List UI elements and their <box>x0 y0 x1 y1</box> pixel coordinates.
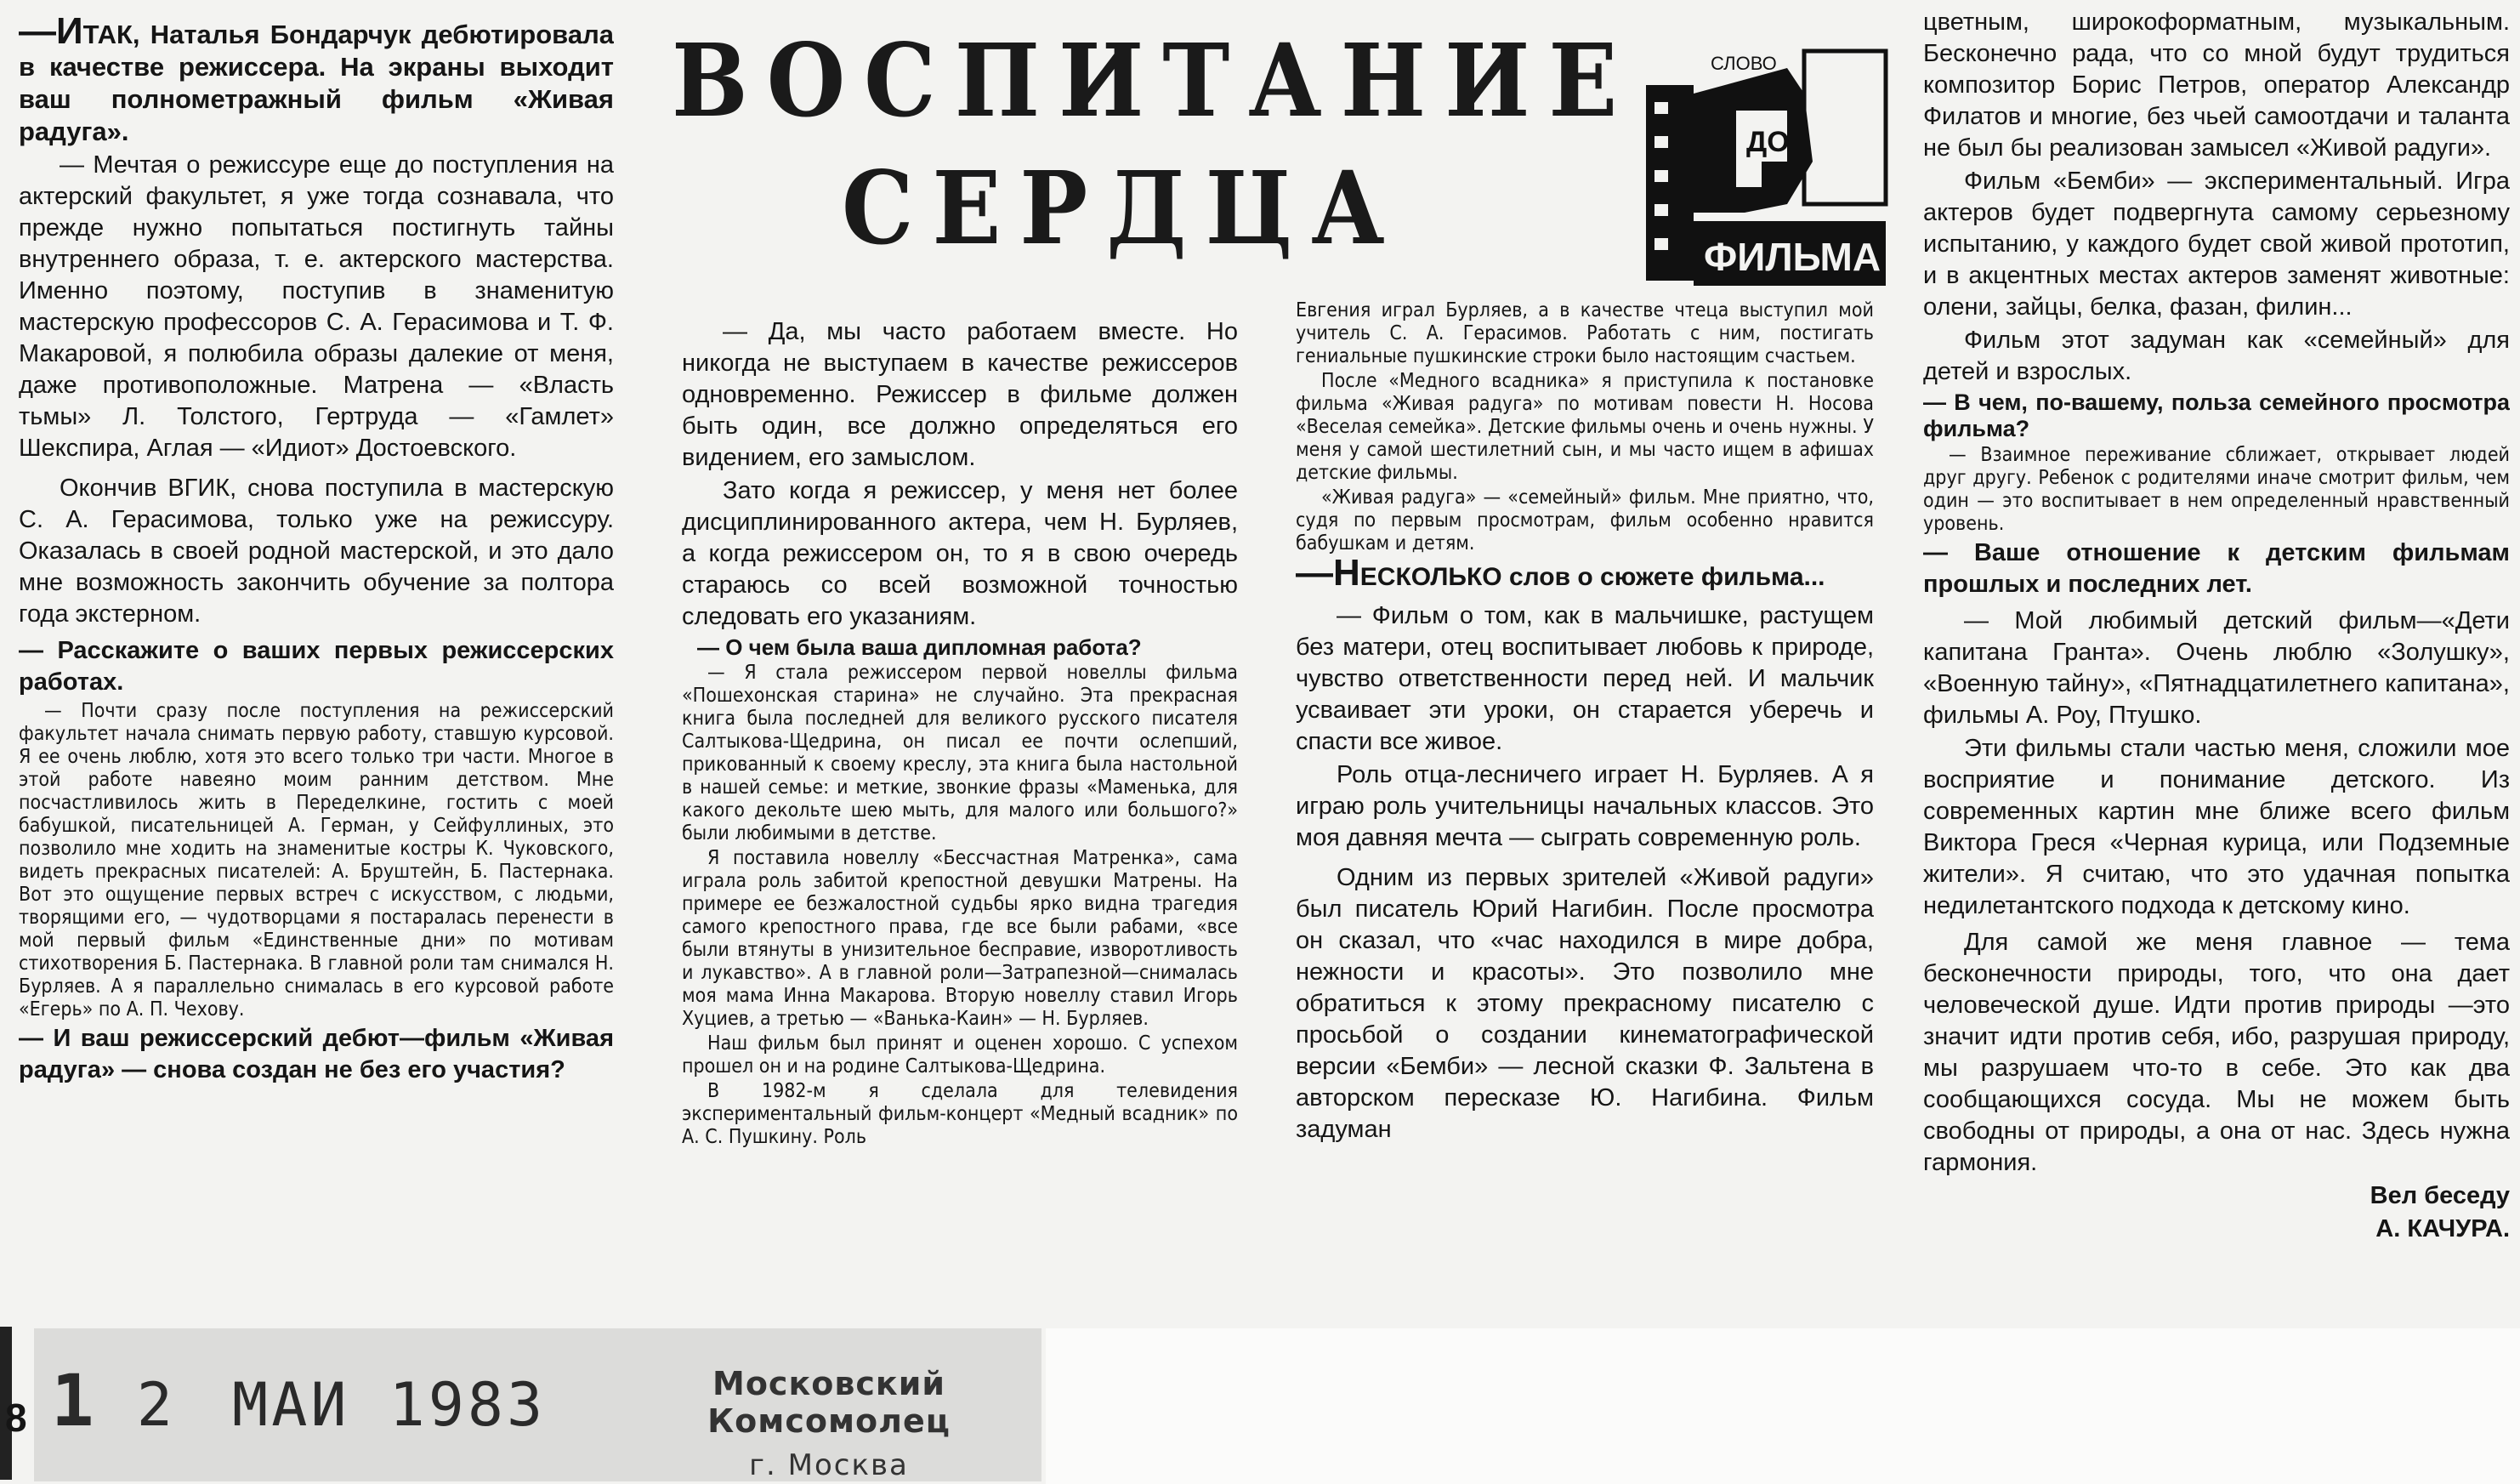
paragraph: В 1982-м я сделала для телевидения экспериментальный фильм-концерт «Медный всадник» по А. С. Пушкину. Роль <box>682 1080 1238 1148</box>
film-strip-icon <box>1643 34 1889 289</box>
article-column-1 <box>19 15 614 1299</box>
newspaper-city: г. Москва <box>749 1448 909 1482</box>
paragraph: Эти фильмы стали частью меня, сложили мое восприятие и понимание детского. Из современных картин мне ближе всего фильм Виктора Греся «Черная курица, или Подземные жители». Я считаю, что это удачная попытка недилетантского подхода к детскому кино. <box>1923 735 2510 919</box>
headline <box>672 17 1637 272</box>
paragraph: Роль отца-лесничего играет Н. Бурляев. А я играю роль учительницы начальных классов. Это моя давняя мечта — сыграть современную роль. <box>1296 761 1874 851</box>
paragraph: — Да, мы часто работаем вместе. Но никогда не выступаем в качестве режиссеров одновременно. Режиссер в фильме должен быть один, все должно определяться его видением, его замыслом. <box>682 318 1238 471</box>
byline-label: Вел беседу <box>2370 1182 2510 1209</box>
date-day-digit-2: 2 <box>136 1370 176 1440</box>
article-column-2 <box>682 316 1238 1311</box>
paragraph: — Мечтая о режиссуре еще до поступления на актерский факультет, я уже тогда сознавала, что прежде нужно попытаться постигнуть тайны внутреннего образа, т. е. актерского мастерства. Именно поэтому, поступив в знаменитую мастерскую профессоров С. А. Герасимова и Т. Ф. Макаровой, я полюбила образы далекие от меня, даже противоположные. Матрена — «Власть тьмы» Л. Толстого, Гертруда — «Гамлет» Шекспира, Аглая — «Идиот» Достоевского. <box>19 151 614 462</box>
subheading-initial: —Н <box>1296 552 1360 594</box>
rubric-logo <box>1643 34 1889 289</box>
intro-lead: ТАК, Наталья Бондарчук дебютировала в качестве режиссера. На экраны выходит ваш полнометражный фильм «Живая радуга». <box>19 20 614 146</box>
paragraph: цветным, широкоформатным, музыкальным. Бесконечно рада, что со мной будут трудиться композитор Борис Петров, оператор Александр Филатов и многие, без чьей самоотдачи и таланта не был бы реализован замысел «Живой радуги». <box>1923 9 2510 162</box>
newspaper-stamp <box>625 1365 1033 1482</box>
section-subheading <box>1296 552 1874 594</box>
paragraph: Евгения играл Бурляев, а в качестве чтеца выступил мой учитель С. А. Герасимов. Работать с ним, постигать гениальные пушкинские строки было настоящим счастьем. <box>1296 299 1874 367</box>
rubric-word-3: ФИЛЬМА <box>1704 235 1881 279</box>
page-bottom-margin <box>1046 1328 2520 1484</box>
paragraph: Зато когда я режиссер, у меня нет более дисциплинированного актера, чем Н. Бурляев, а когда режиссером он, то я в свою очередь стараюсь со всей возможной точностью следовать его указаниям. <box>682 477 1238 630</box>
intro-initial: —И <box>19 15 83 52</box>
headline-line-1: ВОСПИТАНИЕ <box>672 21 1637 139</box>
paragraph: Наш фильм был принят и оценен хорошо. С успехом прошел он и на родине Салтыкова-Щедрина. <box>682 1032 1238 1077</box>
paragraph: Одним из первых зрителей «Живой радуги» был писатель Юрий Нагибин. После просмотра он сказал, что «час находился в мире добра, нежности и красоты». Это позволило мне обратиться к этому прекрасному писателю с просьбой о создании кинематографической версии «Бемби» — лесной сказки Ф. Зальтена в авторском пересказе Ю. Нагибина. Фильм задуман <box>1296 864 1874 1143</box>
paragraph: Окончив ВГИК, снова поступила в мастерскую С. А. Герасимова, только уже на режиссуру. Оказалась в своей родной мастерской, и это дало мне возможность закончить обучение за полтора года экстерном. <box>19 475 614 628</box>
article-column-3 <box>1296 299 1874 1311</box>
headline-line-2: СЕРДЦА <box>842 149 1404 267</box>
byline-author: А. КАЧУРА. <box>2375 1215 2510 1242</box>
page-number: 8 <box>5 1396 27 1440</box>
paragraph: — Взаимное переживание сближает, открывает людей друг другу. Ребенок с родителями иначе смотрит фильм, чем один — это воспитывает в нем определенный нравственный уровень. <box>1923 444 2510 535</box>
paragraph: Для самой же меня главное — тема бесконечности природы, того, что она дает человеческой душе. Идти против природы —это значит идти против себя, ибо, разрушая природу, мы разрушаем что-то в себе. Это как два сообщающихся сосуда. Мы не можем быть свободны от природы, а она от нас. Здесь нужна гармония. <box>1923 929 2510 1176</box>
question: — В чем, по-вашему, польза семейного просмотра фильма? <box>1923 389 2510 441</box>
question: — Расскажите о ваших первых режиссерских работах. <box>19 637 614 696</box>
paragraph: После «Медного всадника» я приступила к постановке фильма «Живая радуга» по мотивам повести Н. Носова «Веселая семейка». Детские фильмы очень и очень нужны. У меня у самой шестилетний сын, и мы часто ищем в афишах детские фильмы. <box>1296 370 1874 484</box>
paragraph: Я поставила новеллу «Бессчастная Матренка», сама играла роль забитой крепостной девушки Матрены. На примере ее безжалостной судьбы ярко видна трагедия самого крепостного права, где все были рабами, «все были втянуты в унизительное бесправие, изворотливость и лукавство». А в главной роли—Затрапезной—снималась моя мама Инна Макарова. Вторую новеллу ставил Игорь Хуциев, а третью — «Ванька-Каин» — Н. Бурляев. <box>682 847 1238 1030</box>
date-month-year: МАИ 1983 <box>232 1370 547 1440</box>
paragraph: — Я стала режиссером первой новеллы фильма «Пошехонская старина» не случайно. Эта прекрасная книга была последней для великого русского писателя Салтыкова-Щедрина, он писал ее почти ослепший, прикованный к своему креслу, эта книга была настольной в нашей семье: и меткие, звонкие фразы «Маменька, для какого декольте шею мыть, для малого или большого?» были любимыми в детстве. <box>682 662 1238 844</box>
date-stamp <box>51 1359 546 1442</box>
paragraph: Фильм этот задуман как «семейный» для детей и взрослых. <box>1923 327 2510 385</box>
paragraph: — Почти сразу после поступления на режиссерский факультет начала снимать первую работу, ставшую курсовой. Я ее очень люблю, хотя это всего только три части. Многое в этой работе навеяно моим ранним детством. Мне посчастливилось жить в Переделкине, гостить с моей бабушкой, писательницей А. Герман, у Сейфуллиных, это позволило мне ходить на знаменитые костры К. Чуковского, видеть прекрасных писателей: А. Бруштейн, Б. Пастернака. Вот это ощущение первых встреч с искусством, с людьми, творящими его, — чудотворцами я постаралась перенести в мой первый фильм «Единственные дни» по мотивам стихотворения Б. Пастернака. В главной роли там снимался Н. Бурляев. А я параллельно снималась в его курсовой работе «Егерь» по А. П. Чехову. <box>19 700 614 1021</box>
date-day-digit-1: 1 <box>51 1359 98 1442</box>
article-column-4 <box>1923 7 2510 1333</box>
paragraph: «Живая радуга» — «семейный» фильм. Мне приятно, что, судя по первым просмотрам, фильм особенно нравится бабушкам и детям. <box>1296 486 1874 554</box>
question: — И ваш режиссерский дебют—фильм «Живая радуга» — снова создан не без его участия? <box>19 1025 614 1083</box>
rubric-word-1: СЛОВО <box>1711 53 1777 74</box>
paragraph: — Мой любимый детский фильм—«Дети капитана Гранта». Очень люблю «Золушку», «Военную тайну», «Пятнадцатилетнего капитана», фильмы А. Роу, Птушко. <box>1923 607 2510 729</box>
rubric-word-2: ДО <box>1746 126 1790 158</box>
paragraph: — Фильм о том, как в мальчишке, растущем без матери, отец воспитывает любовь к природе, чувство ответственности перед ней. И мальчик усваивает эти уроки, он старается уберечь и спасти все живое. <box>1296 602 1874 755</box>
newspaper-name: Московский Комсомолец <box>707 1365 951 1440</box>
subheading-text: ЕСКОЛЬКО слов о сюжете фильма... <box>1359 563 1825 591</box>
question: — О чем была ваша дипломная работа? <box>697 634 1142 660</box>
question: — Ваше отношение к детским фильмам прошлых и последних лет. <box>1923 539 2510 598</box>
paragraph: Фильм «Бемби» — экспериментальный. Игра актеров будет подвергнута самому серьезному испытанию, у каждого будет свой живой прототип, и в акцентных местах актеров заменят животные: олени, зайцы, белка, фазан, филин... <box>1923 168 2510 321</box>
